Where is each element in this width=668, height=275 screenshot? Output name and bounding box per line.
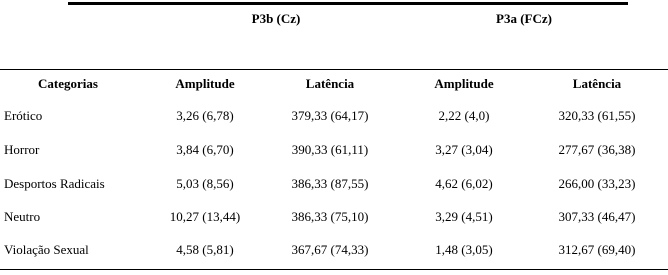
p3a-latencia-cell: 307,33 (46,47): [558, 209, 636, 224]
column-header-p3a-amplitude: Amplitude: [434, 76, 494, 91]
column-header-p3b-latencia: Latência: [305, 76, 355, 91]
p3b-amplitude-cell: 10,27 (13,44): [169, 209, 241, 224]
p3b-amplitude-cell: 5,03 (8,56): [176, 176, 234, 191]
p3a-amplitude-cell: 4,62 (6,02): [435, 176, 493, 191]
p3b-latencia-cell: 390,33 (61,11): [291, 142, 369, 157]
p3b-amplitude-cell: 4,58 (5,81): [176, 242, 234, 257]
top-rule: [68, 2, 628, 5]
p3a-amplitude-cell: 3,29 (4,51): [435, 209, 493, 224]
header-rule: [0, 69, 668, 70]
row-category: Horror: [4, 142, 40, 157]
column-header-p3a-latencia: Latência: [572, 76, 622, 91]
p3b-latencia-cell: 379,33 (64,17): [291, 108, 369, 123]
group-header-p3b: P3b (Cz): [251, 11, 301, 26]
row-category: Erótico: [4, 108, 43, 123]
column-header-p3b-amplitude: Amplitude: [175, 76, 235, 91]
p3b-amplitude-cell: 3,84 (6,70): [176, 142, 234, 157]
row-category: Desportos Radicais: [4, 176, 105, 191]
p3b-latencia-cell: 386,33 (75,10): [291, 209, 369, 224]
p3a-latencia-cell: 266,00 (33,23): [558, 176, 636, 191]
p3b-latencia-cell: 367,67 (74,33): [291, 242, 369, 257]
p3a-latencia-cell: 312,67 (69,40): [558, 242, 636, 257]
p3a-latencia-cell: 277,67 (36,38): [558, 142, 636, 157]
p3a-amplitude-cell: 1,48 (3,05): [435, 242, 493, 257]
bottom-rule: [0, 269, 668, 270]
p3b-amplitude-cell: 3,26 (6,78): [176, 108, 234, 123]
row-category: Violação Sexual: [4, 242, 89, 257]
column-header-categorias: Categorias: [38, 76, 98, 91]
row-category: Neutro: [4, 209, 41, 224]
p3a-amplitude-cell: 2,22 (4,0): [438, 108, 490, 123]
p3b-latencia-cell: 386,33 (87,55): [291, 176, 369, 191]
p3a-latencia-cell: 320,33 (61,55): [558, 108, 636, 123]
p3a-amplitude-cell: 3,27 (3,04): [435, 142, 493, 157]
group-header-p3a: P3a (FCz): [496, 11, 552, 26]
